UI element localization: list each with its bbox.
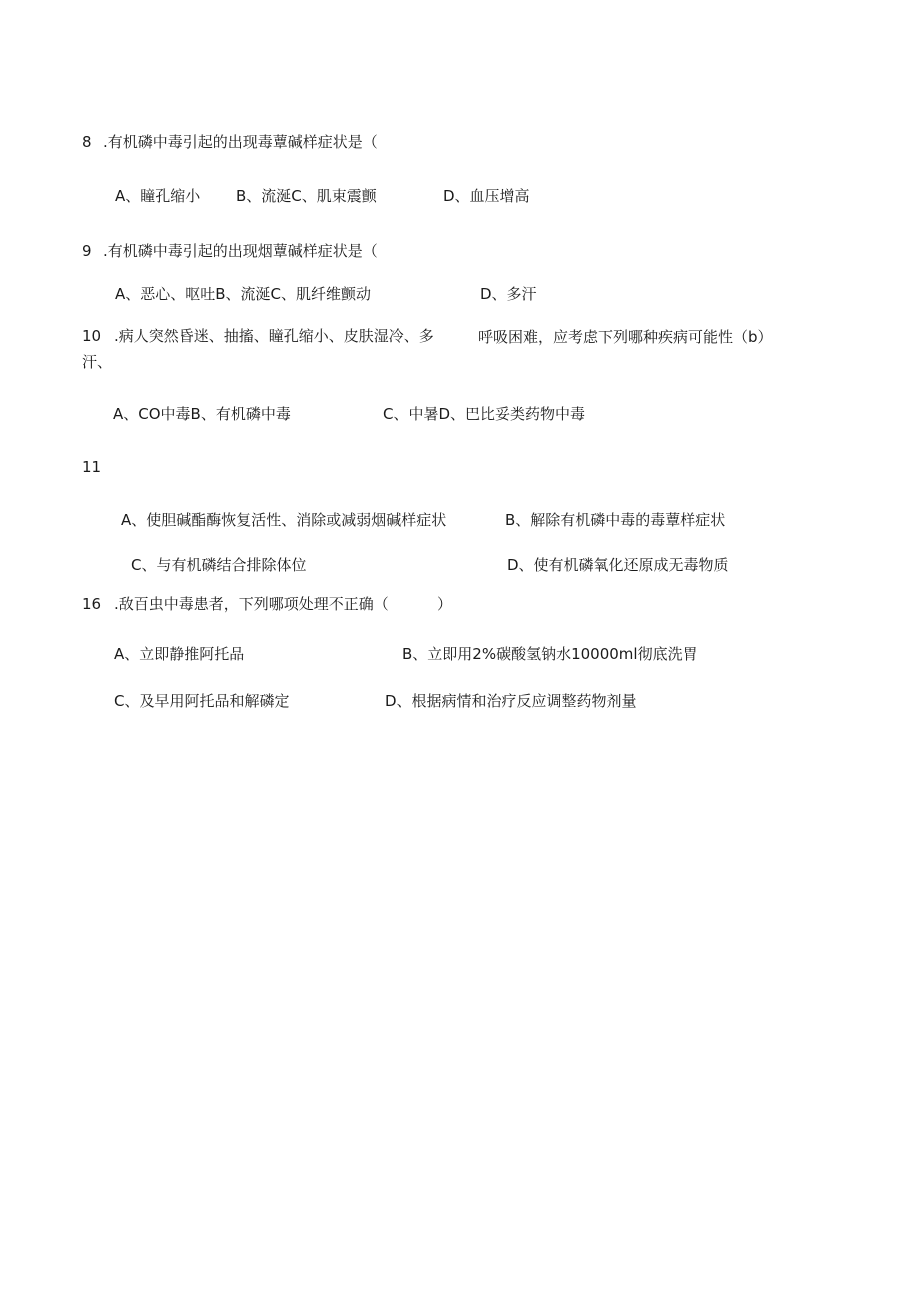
- q8-option-a: A、瞳孔缩小: [115, 187, 201, 205]
- q11-number: 11: [82, 458, 102, 476]
- q9-number: 9: [82, 242, 92, 260]
- q16-stem: .敌百虫中毒患者，下列哪项处理不正确（: [114, 595, 389, 613]
- q10-option-cd: C、中暑D、巴比妥类药物中毒: [383, 405, 586, 423]
- q16-option-d: D、根据病情和治疗反应调整药物剂量: [385, 692, 637, 710]
- q9-stem: .有机磷中毒引起的出现烟蕈碱样症状是（: [103, 242, 378, 260]
- q11-option-a: A、使胆碱酯酶恢复活性、消除或减弱烟碱样症状: [121, 511, 447, 529]
- q16-option-c: C、及早用阿托品和解磷定: [114, 692, 290, 710]
- q8-number: 8: [82, 133, 92, 151]
- q8-stem: .有机磷中毒引起的出现毒蕈碱样症状是（: [103, 133, 378, 151]
- q10-stem-part1: .病人突然昏迷、抽搐、瞳孔缩小、皮肤湿冷、多: [114, 327, 434, 345]
- q9-option-abc: A、恶心、呕吐B、流涎C、肌纤维颤动: [115, 285, 372, 303]
- q9-option-d: D、多汗: [480, 285, 537, 303]
- q16-option-b: B、立即用2%碳酸氢钠水10000ml彻底洗胃: [402, 645, 698, 663]
- q11-option-d: D、使有机磷氧化还原成无毒物质: [507, 556, 729, 574]
- q16-number: 16: [82, 595, 102, 613]
- q10-number: 10: [82, 327, 102, 345]
- q16-option-a: A、立即静推阿托品: [114, 645, 245, 663]
- q8-option-bc: B、流涎C、肌束震颤: [236, 187, 377, 205]
- q8-option-d: D、血压增高: [443, 187, 530, 205]
- q10-option-ab: A、CO中毒B、有机磷中毒: [113, 405, 291, 423]
- q10-stem-wrap: 汗、: [82, 353, 113, 371]
- q11-option-b: B、解除有机磷中毒的毒蕈样症状: [505, 511, 726, 529]
- q10-stem-part2: 呼吸困难，应考虑下列哪种疾病可能性（b）: [478, 328, 773, 346]
- q11-option-c: C、与有机磷结合排除体位: [131, 556, 307, 574]
- q16-stem-close: ）: [437, 595, 453, 613]
